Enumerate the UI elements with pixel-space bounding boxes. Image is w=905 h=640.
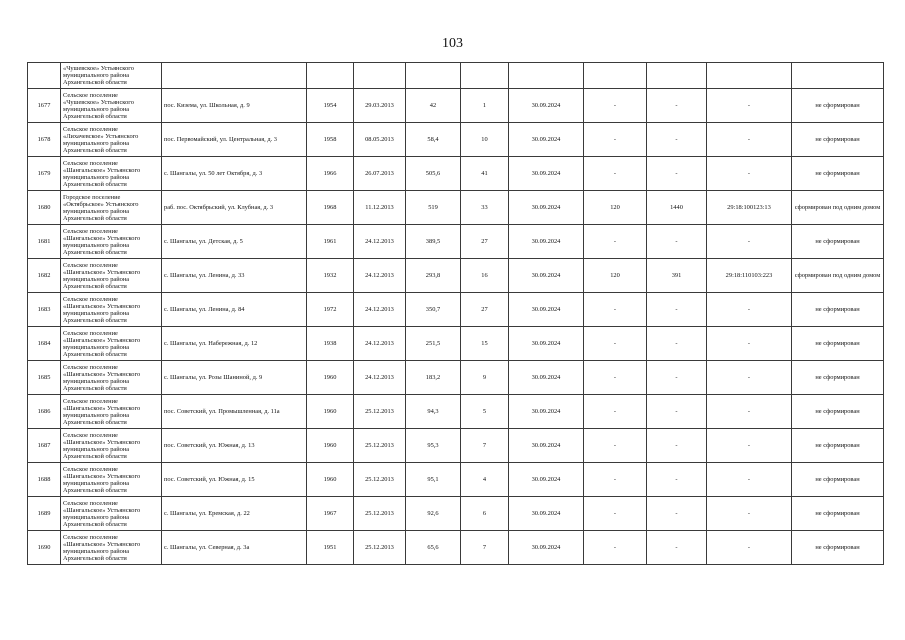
cell-date: 25.12.2013 bbox=[354, 429, 406, 463]
cell-col10: - bbox=[647, 157, 707, 191]
cell-deadline: 30.09.2024 bbox=[509, 429, 584, 463]
cell-deadline: 30.09.2024 bbox=[509, 293, 584, 327]
settlement-line: муниципального района bbox=[63, 241, 130, 249]
settlement-line: «Октябрьское» Устьянского bbox=[63, 200, 139, 208]
table-row bbox=[28, 89, 884, 123]
settlement-line: муниципального района bbox=[63, 445, 130, 453]
settlement-line: «Шангальское» Устьянского bbox=[63, 166, 141, 174]
cell-settlement bbox=[61, 225, 162, 259]
cell-status: не сформирован bbox=[792, 531, 884, 565]
cell-deadline: 30.09.2024 bbox=[509, 157, 584, 191]
cell-col10: - bbox=[647, 123, 707, 157]
cell-col9: - bbox=[584, 225, 647, 259]
cell-status: не сформирован bbox=[792, 225, 884, 259]
cell-area: 65,6 bbox=[406, 531, 461, 565]
cell-date: 29.03.2013 bbox=[354, 89, 406, 123]
settlement-line: Архангельской области bbox=[63, 79, 127, 86]
cell-deadline: 30.09.2024 bbox=[509, 361, 584, 395]
cell-col11: - bbox=[707, 497, 792, 531]
cell-settlement bbox=[61, 191, 162, 225]
settlement-line: Архангельской области bbox=[63, 486, 127, 494]
cell-address: пос. Советский, ул. Промышленная, д. 11а bbox=[162, 395, 307, 429]
settlement-line: Архангельской области bbox=[63, 418, 127, 426]
settlement-line: «Шангальское» Устьянского bbox=[63, 370, 141, 378]
cell-date: 26.07.2013 bbox=[354, 157, 406, 191]
cell-address bbox=[162, 63, 307, 89]
settlement-line: муниципального района bbox=[63, 377, 130, 385]
cell-col10: 391 bbox=[647, 259, 707, 293]
settlement-line: «Шангальское» Устьянского bbox=[63, 506, 141, 514]
cell-col9: - bbox=[584, 531, 647, 565]
settlement-line: Архангельской области bbox=[63, 384, 127, 392]
settlement-line: «Шангальское» Устьянского bbox=[63, 268, 141, 276]
cell-area: 92,6 bbox=[406, 497, 461, 531]
cell-col9: - bbox=[584, 157, 647, 191]
cell-year: 1960 bbox=[307, 361, 354, 395]
cell-col9 bbox=[584, 63, 647, 89]
cell-col10: - bbox=[647, 395, 707, 429]
settlement-line: Сельское поселение bbox=[63, 465, 118, 473]
settlement-line: «Шангальское» Устьянского bbox=[63, 540, 141, 548]
cell-col9: - bbox=[584, 463, 647, 497]
cell-date: 25.12.2013 bbox=[354, 531, 406, 565]
cell-status: не сформирован bbox=[792, 463, 884, 497]
table-row bbox=[28, 361, 884, 395]
cell-residents: 27 bbox=[461, 293, 509, 327]
cell-col10: - bbox=[647, 531, 707, 565]
cell-num: 1680 bbox=[28, 191, 61, 225]
cell-col10: - bbox=[647, 361, 707, 395]
cell-num: 1685 bbox=[28, 361, 61, 395]
cell-address: с. Шангалы, ул. Розы Шаниной, д. 9 bbox=[162, 361, 307, 395]
registry-table-body bbox=[28, 63, 884, 565]
cell-col11: - bbox=[707, 327, 792, 361]
settlement-line: Архангельской области bbox=[63, 146, 127, 154]
cell-year: 1960 bbox=[307, 395, 354, 429]
settlement-line: Сельское поселение bbox=[63, 533, 118, 541]
cell-col9: - bbox=[584, 361, 647, 395]
cell-col10: - bbox=[647, 429, 707, 463]
table-row bbox=[28, 463, 884, 497]
cell-year: 1958 bbox=[307, 123, 354, 157]
cell-col11: - bbox=[707, 293, 792, 327]
cell-col9: - bbox=[584, 123, 647, 157]
settlement-line: Архангельской области bbox=[63, 180, 127, 188]
cell-year bbox=[307, 63, 354, 89]
cell-status: не сформирован bbox=[792, 497, 884, 531]
cell-num: 1677 bbox=[28, 89, 61, 123]
cell-col10 bbox=[647, 63, 707, 89]
cell-year: 1960 bbox=[307, 463, 354, 497]
table-row bbox=[28, 293, 884, 327]
cell-col11: 29:18:110103:223 bbox=[707, 259, 792, 293]
cell-num: 1689 bbox=[28, 497, 61, 531]
cell-deadline: 30.09.2024 bbox=[509, 531, 584, 565]
cell-date: 24.12.2013 bbox=[354, 361, 406, 395]
cell-deadline bbox=[509, 63, 584, 89]
cell-area: 389,5 bbox=[406, 225, 461, 259]
cell-area: 251,5 bbox=[406, 327, 461, 361]
settlement-line: «Чушевское» Устьянского bbox=[63, 65, 134, 72]
cell-address: с. Шангалы, ул. 50 лет Октября, д. 3 bbox=[162, 157, 307, 191]
cell-deadline: 30.09.2024 bbox=[509, 327, 584, 361]
cell-col11: 29:18:100123:13 bbox=[707, 191, 792, 225]
cell-residents: 33 bbox=[461, 191, 509, 225]
settlement-line: муниципального района bbox=[63, 72, 130, 79]
cell-col11: - bbox=[707, 429, 792, 463]
cell-year: 1932 bbox=[307, 259, 354, 293]
cell-address: пос. Советский, ул. Южная, д. 13 bbox=[162, 429, 307, 463]
cell-year: 1966 bbox=[307, 157, 354, 191]
cell-residents: 41 bbox=[461, 157, 509, 191]
table-row bbox=[28, 429, 884, 463]
cell-date bbox=[354, 63, 406, 89]
cell-date: 25.12.2013 bbox=[354, 395, 406, 429]
cell-residents: 9 bbox=[461, 361, 509, 395]
settlement-line: Сельское поселение bbox=[63, 125, 118, 133]
cell-status: не сформирован bbox=[792, 395, 884, 429]
cell-address: с. Шангалы, ул. Северная, д. 3а bbox=[162, 531, 307, 565]
settlement-line: Архангельской области bbox=[63, 112, 127, 120]
cell-col9: - bbox=[584, 429, 647, 463]
settlement-line: муниципального района bbox=[63, 207, 130, 215]
settlement-line: «Шангальское» Устьянского bbox=[63, 438, 141, 446]
cell-settlement bbox=[61, 361, 162, 395]
cell-address: с. Шангалы, ул. Еремская, д. 22 bbox=[162, 497, 307, 531]
cell-residents: 27 bbox=[461, 225, 509, 259]
cell-address: пос. Первомайский, ул. Центральная, д. 3 bbox=[162, 123, 307, 157]
cell-num: 1684 bbox=[28, 327, 61, 361]
cell-area: 58,4 bbox=[406, 123, 461, 157]
cell-status: не сформирован bbox=[792, 429, 884, 463]
cell-settlement bbox=[61, 293, 162, 327]
settlement-line: Городское поселение bbox=[63, 193, 121, 201]
cell-address: пос. Кизема, ул. Школьная, д. 9 bbox=[162, 89, 307, 123]
cell-date: 24.12.2013 bbox=[354, 225, 406, 259]
cell-address: с. Шангалы, ул. Ленина, д. 33 bbox=[162, 259, 307, 293]
registry-table bbox=[27, 62, 884, 565]
table-row bbox=[28, 191, 884, 225]
cell-address: с. Шангалы, ул. Ленина, д. 84 bbox=[162, 293, 307, 327]
cell-num: 1690 bbox=[28, 531, 61, 565]
cell-settlement bbox=[61, 429, 162, 463]
settlement-line: «Шангальское» Устьянского bbox=[63, 336, 141, 344]
cell-settlement bbox=[61, 327, 162, 361]
settlement-line: муниципального района bbox=[63, 547, 130, 555]
cell-col10: - bbox=[647, 293, 707, 327]
cell-residents: 7 bbox=[461, 531, 509, 565]
cell-settlement bbox=[61, 89, 162, 123]
cell-area: 293,8 bbox=[406, 259, 461, 293]
table-row bbox=[28, 497, 884, 531]
settlement-line: муниципального района bbox=[63, 309, 130, 317]
cell-col10: - bbox=[647, 225, 707, 259]
table-row bbox=[28, 259, 884, 293]
cell-deadline: 30.09.2024 bbox=[509, 395, 584, 429]
cell-address: раб. пос. Октябрьский, ул. Клубная, д. 3 bbox=[162, 191, 307, 225]
cell-col9: - bbox=[584, 89, 647, 123]
settlement-line: «Шангальское» Устьянского bbox=[63, 404, 141, 412]
cell-col11 bbox=[707, 63, 792, 89]
cell-area: 183,2 bbox=[406, 361, 461, 395]
cell-num: 1681 bbox=[28, 225, 61, 259]
cell-area: 94,3 bbox=[406, 395, 461, 429]
cell-num: 1683 bbox=[28, 293, 61, 327]
cell-date: 24.12.2013 bbox=[354, 259, 406, 293]
cell-col9: 120 bbox=[584, 259, 647, 293]
cell-year: 1967 bbox=[307, 497, 354, 531]
cell-residents: 5 bbox=[461, 395, 509, 429]
settlement-line: Сельское поселение bbox=[63, 431, 118, 439]
settlement-line: Сельское поселение bbox=[63, 91, 118, 99]
cell-area: 95,1 bbox=[406, 463, 461, 497]
settlement-line: «Шангальское» Устьянского bbox=[63, 302, 141, 310]
cell-col11: - bbox=[707, 531, 792, 565]
settlement-line: Сельское поселение bbox=[63, 227, 118, 235]
cell-num: 1679 bbox=[28, 157, 61, 191]
settlement-line: Архангельской области bbox=[63, 248, 127, 256]
cell-col10: - bbox=[647, 89, 707, 123]
table-row bbox=[28, 327, 884, 361]
cell-year: 1938 bbox=[307, 327, 354, 361]
cell-year: 1960 bbox=[307, 429, 354, 463]
settlement-line: Сельское поселение bbox=[63, 363, 118, 371]
settlement-line: Архангельской области bbox=[63, 282, 127, 290]
cell-date: 24.12.2013 bbox=[354, 293, 406, 327]
cell-status: не сформирован bbox=[792, 157, 884, 191]
settlement-line: Архангельской области bbox=[63, 316, 127, 324]
cell-area: 95,3 bbox=[406, 429, 461, 463]
cell-deadline: 30.09.2024 bbox=[509, 191, 584, 225]
settlement-line: Сельское поселение bbox=[63, 295, 118, 303]
settlement-line: муниципального района bbox=[63, 513, 130, 521]
cell-settlement bbox=[61, 157, 162, 191]
settlement-line: Архангельской области bbox=[63, 520, 127, 528]
settlement-line: муниципального района bbox=[63, 411, 130, 419]
cell-status: не сформирован bbox=[792, 361, 884, 395]
settlement-line: муниципального района bbox=[63, 343, 130, 351]
cell-area: 350,7 bbox=[406, 293, 461, 327]
settlement-line: муниципального района bbox=[63, 105, 130, 113]
cell-residents: 7 bbox=[461, 429, 509, 463]
cell-status: не сформирован bbox=[792, 89, 884, 123]
cell-col10: - bbox=[647, 463, 707, 497]
cell-year: 1968 bbox=[307, 191, 354, 225]
settlement-line: «Шангальское» Устьянского bbox=[63, 472, 141, 480]
settlement-line: Сельское поселение bbox=[63, 397, 118, 405]
cell-num bbox=[28, 63, 61, 89]
cell-area bbox=[406, 63, 461, 89]
cell-area: 519 bbox=[406, 191, 461, 225]
cell-col11: - bbox=[707, 361, 792, 395]
settlement-line: Сельское поселение bbox=[63, 159, 118, 167]
cell-settlement bbox=[61, 259, 162, 293]
cell-num: 1688 bbox=[28, 463, 61, 497]
page-number: 103 bbox=[442, 36, 463, 51]
cell-num: 1687 bbox=[28, 429, 61, 463]
cell-deadline: 30.09.2024 bbox=[509, 123, 584, 157]
cell-num: 1678 bbox=[28, 123, 61, 157]
cell-date: 25.12.2013 bbox=[354, 463, 406, 497]
cell-status: не сформирован bbox=[792, 293, 884, 327]
cell-deadline: 30.09.2024 bbox=[509, 89, 584, 123]
cell-area: 42 bbox=[406, 89, 461, 123]
cell-date: 25.12.2013 bbox=[354, 497, 406, 531]
cell-col10: 1440 bbox=[647, 191, 707, 225]
cell-residents: 6 bbox=[461, 497, 509, 531]
settlement-line: муниципального района bbox=[63, 173, 130, 181]
cell-col9: - bbox=[584, 497, 647, 531]
cell-num: 1686 bbox=[28, 395, 61, 429]
cell-year: 1951 bbox=[307, 531, 354, 565]
cell-settlement bbox=[61, 531, 162, 565]
cell-date: 24.12.2013 bbox=[354, 327, 406, 361]
settlement-line: Архангельской области bbox=[63, 452, 127, 460]
cell-col9: - bbox=[584, 293, 647, 327]
table-row bbox=[28, 395, 884, 429]
cell-residents: 15 bbox=[461, 327, 509, 361]
settlement-line: «Лихачевское» Устьянского bbox=[63, 132, 139, 140]
table-row bbox=[28, 531, 884, 565]
cell-status: не сформирован bbox=[792, 123, 884, 157]
settlement-line: «Чушевское» Устьянского bbox=[63, 98, 134, 106]
cell-date: 11.12.2013 bbox=[354, 191, 406, 225]
cell-address: пос. Советский, ул. Южная, д. 15 bbox=[162, 463, 307, 497]
cell-status bbox=[792, 63, 884, 89]
cell-status: сформирован под одним домом bbox=[792, 191, 884, 225]
settlement-line: Сельское поселение bbox=[63, 329, 118, 337]
settlement-line: муниципального района bbox=[63, 139, 130, 147]
cell-col11: - bbox=[707, 157, 792, 191]
cell-col10: - bbox=[647, 327, 707, 361]
table-row bbox=[28, 157, 884, 191]
cell-col11: - bbox=[707, 463, 792, 497]
cell-settlement bbox=[61, 395, 162, 429]
cell-deadline: 30.09.2024 bbox=[509, 259, 584, 293]
cell-area: 505,6 bbox=[406, 157, 461, 191]
settlement-line: муниципального района bbox=[63, 479, 130, 487]
settlement-line: муниципального района bbox=[63, 275, 130, 283]
cell-status: сформирован под одним домом bbox=[792, 259, 884, 293]
cell-col9: 120 bbox=[584, 191, 647, 225]
cell-year: 1961 bbox=[307, 225, 354, 259]
cell-col11: - bbox=[707, 89, 792, 123]
cell-settlement bbox=[61, 123, 162, 157]
cell-address: с. Шангалы, ул. Детская, д. 5 bbox=[162, 225, 307, 259]
cell-address: с. Шангалы, ул. Набережная, д. 12 bbox=[162, 327, 307, 361]
cell-deadline: 30.09.2024 bbox=[509, 463, 584, 497]
cell-col11: - bbox=[707, 123, 792, 157]
settlement-line: Архангельской области bbox=[63, 350, 127, 358]
cell-settlement bbox=[61, 463, 162, 497]
cell-col9: - bbox=[584, 327, 647, 361]
cell-num: 1682 bbox=[28, 259, 61, 293]
cell-year: 1972 bbox=[307, 293, 354, 327]
settlement-line: Архангельской области bbox=[63, 554, 127, 562]
cell-status: не сформирован bbox=[792, 327, 884, 361]
settlement-line: Сельское поселение bbox=[63, 261, 118, 269]
cell-date: 08.05.2013 bbox=[354, 123, 406, 157]
cell-col9: - bbox=[584, 395, 647, 429]
table-row bbox=[28, 123, 884, 157]
cell-deadline: 30.09.2024 bbox=[509, 225, 584, 259]
settlement-line: Архангельской области bbox=[63, 214, 127, 222]
cell-residents bbox=[461, 63, 509, 89]
cell-residents: 16 bbox=[461, 259, 509, 293]
cell-col11: - bbox=[707, 225, 792, 259]
settlement-line: Сельское поселение bbox=[63, 499, 118, 507]
cell-col11: - bbox=[707, 395, 792, 429]
cell-settlement bbox=[61, 497, 162, 531]
settlement-line: «Шангальское» Устьянского bbox=[63, 234, 141, 242]
cell-settlement bbox=[61, 63, 162, 89]
cell-residents: 10 bbox=[461, 123, 509, 157]
cell-col10: - bbox=[647, 497, 707, 531]
table-row bbox=[28, 225, 884, 259]
continuation-row bbox=[28, 63, 884, 89]
cell-residents: 4 bbox=[461, 463, 509, 497]
cell-deadline: 30.09.2024 bbox=[509, 497, 584, 531]
cell-year: 1954 bbox=[307, 89, 354, 123]
cell-residents: 1 bbox=[461, 89, 509, 123]
